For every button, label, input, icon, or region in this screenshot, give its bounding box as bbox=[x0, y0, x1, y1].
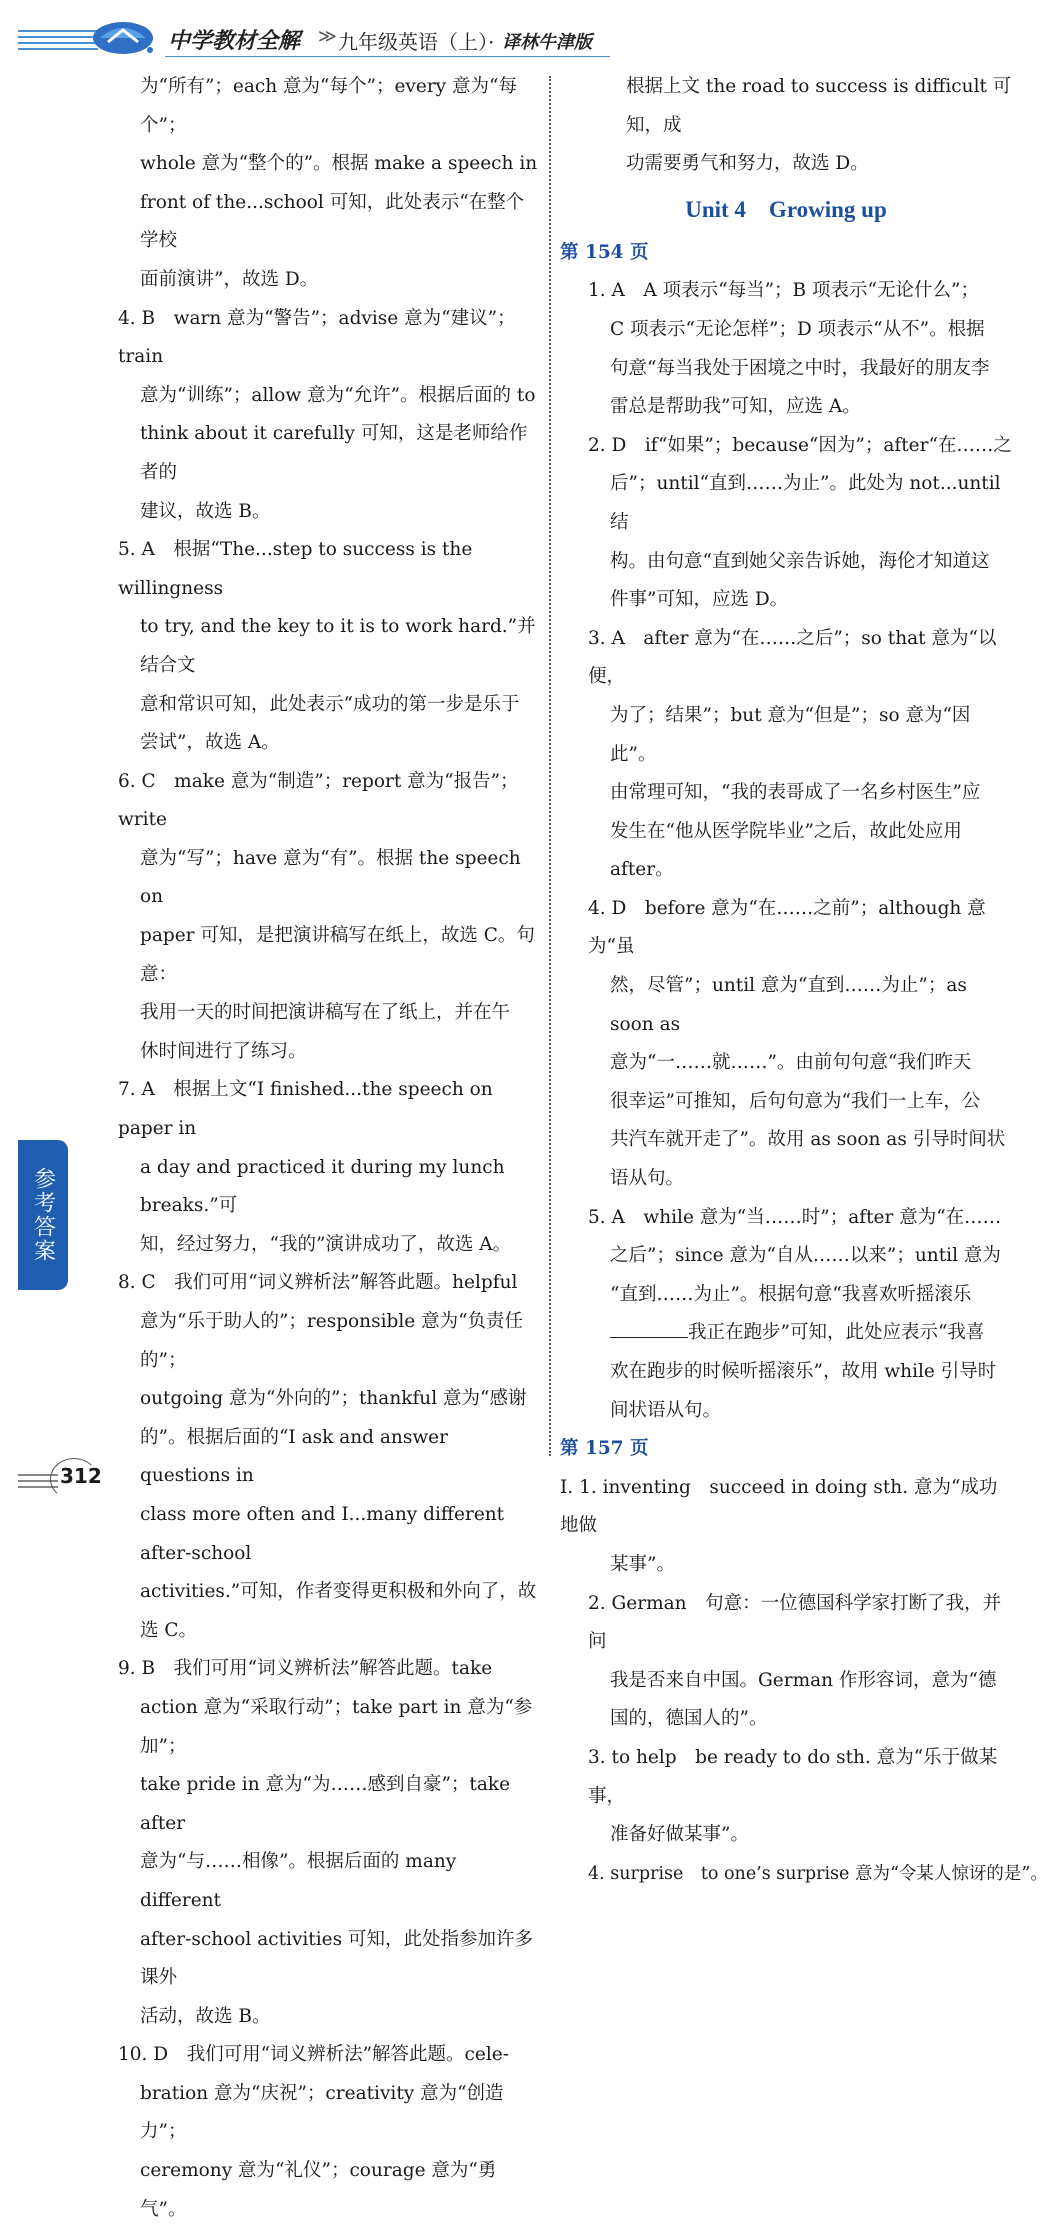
answer-item-s4: 4. surprise to one’s surprise 意为“令某人惊讶的是”。 bbox=[588, 1863, 1048, 1884]
answer-item-4: 4. B warn 意为“警告”；advise 意为“建议”；train 意为“训练”；allow 意为“允许”。根据后面的 to think about it carefully 可知，这是老师给作者的 建议，故选 B。 bbox=[118, 307, 536, 522]
answer-item-8: 8. C 我们可用“词义辨析法”解答此题。helpful 意为“乐于助人的”；responsible 意为“负责任的”； outgoing 意为“外向的”；thankful 意为“感谢 的”。根据后面的“I ask and answer questions in class more often and I...many different after-school activities.”可知，作者变得更积极和外向了，故 选 C。 bbox=[118, 1272, 537, 1641]
left-column bbox=[118, 68, 538, 2229]
answer-item-r4: 4. D before 意为“在……之前”；although 意为“虽 然，尽管”；until 意为“直到……为止”；as soon as 意为“一……就……”。由前句句意“我们昨天 很幸运”可推知，后句句意为“我们一上车，公 共汽车就开走了”。故用 as soon as 引导时间状 语从句。 bbox=[588, 897, 1006, 1190]
answer-item-r3: 3. A after 意为“在……之后”；so that 意为“以便， 为了；结果”；but 意为“但是”；so 意为“因此”。 由常理可知，“我的表哥成了一名乡村医生”应 发生在“他从医学院毕业”之后，故此处应用 after。 bbox=[588, 627, 997, 881]
answer-continuation: 根据上文 the road to success is difficult 可知，成 功需要勇气和努力，故选 D。 bbox=[626, 76, 1012, 175]
book-edition: 译林牛津版 bbox=[502, 32, 592, 53]
column-divider bbox=[549, 76, 551, 1456]
page-reference-157: 第 157 页 bbox=[560, 1438, 649, 1460]
answer-item-s1: Ⅰ. 1. inventing succeed in doing sth. 意为“成功地做 某事”。 bbox=[560, 1476, 998, 1575]
answer-blank bbox=[610, 1315, 688, 1338]
answer-item-7: 7. A 根据上文“I finished...the speech on paper in a day and practiced it during my lunch breaks.”可 知，经过努力，“我的”演讲成功了，故选 A。 bbox=[118, 1079, 512, 1255]
book-title: 中学教材全解 bbox=[168, 28, 301, 54]
header-decor-lines bbox=[18, 30, 98, 54]
book-subtitle: 九年级英语（上）· bbox=[338, 30, 495, 54]
answer-item-6: 6. C make 意为“制造”；report 意为“报告”；write 意为“写”；have 意为“有”。根据 the speech on paper 可知，是把演讲稿写在纸上，故选 C。句意： 我用一天的时间把演讲稿写在了纸上，并在午 休时间进行了练习。 bbox=[118, 770, 535, 1062]
answer-item-10: 10. D 我们可用“词义辨析法”解答此题。cele- bration 意为“庆祝”；creativity 意为“创造力”； ceremony 意为“礼仪”；courage 意为“勇气”。 bbox=[118, 2044, 509, 2220]
header-rule bbox=[165, 56, 610, 57]
answer-item-r1: 1. A A 项表示“每当”；B 项表示“无论什么”； C 项表示“无论怎样”；D 项表示“从不”。根据 句意“每当我处于困境之中时，我最好的朋友李 雷总是帮助我”可知，应选 A。 bbox=[588, 280, 990, 418]
answer-item-r2: 2. D if“如果”；because“因为”；after“在……之 后”；until“直到……为止”。此处为 not...until 结 构。由句意“直到她父亲告诉她，海伦才知道这 件事”可知，应选 D。 bbox=[588, 434, 1012, 611]
answer-item-5: 5. A 根据“The...step to success is the willingness to try, and the key to it is to work hard.”并结合文 意和常识可知，此处表示“成功的第一步是乐于 尝试”，故选 A。 bbox=[118, 539, 536, 754]
answer-item-r5: 5. A while 意为“当……时”；after 意为“在…… 之后”；since 意为“自从……以来”；until 意为 “直到……为止”。根据句意“我喜欢听摇滚乐 我正在跑步”可知，此处应表示“我喜 欢在跑步的时候听摇滚乐”，故用 while 引导时 间状语从句。 bbox=[588, 1206, 1002, 1421]
page-header bbox=[0, 0, 1053, 70]
unit-title: Unit 4 Growing up bbox=[685, 196, 887, 222]
answer-continuation: 为“所有”；each 意为“每个”；every 意为“每个”； whole 意为“整个的”。根据 make a speech in front of the...school 可知，此处表示“在整个学校 面前演讲”，故选 D。 bbox=[140, 76, 538, 290]
page-reference-154: 第 154 页 bbox=[560, 241, 649, 263]
answer-item-s3: 3. to help be ready to do sth. 意为“乐于做某事， 准备好做某事”。 bbox=[588, 1746, 998, 1846]
side-tab-answers: 参考答案 bbox=[18, 1140, 68, 1290]
book-logo-icon bbox=[88, 12, 158, 58]
page-number: 312 bbox=[60, 1464, 102, 1488]
answer-item-s2: 2. German 句意：一位德国科学家打断了我，并问 我是否来自中国。German 作形容词，意为“德 国的，德国人的”。 bbox=[588, 1592, 1002, 1730]
answer-item-9: 9. B 我们可用“词义辨析法”解答此题。take action 意为“采取行动”；take part in 意为“参加”； take pride in 意为“为……感到自豪”；take after 意为“与……相像”。根据后面的 many different after-school activities 可知，此处指参加许多课外 活动，故选 B。 bbox=[118, 1658, 533, 2027]
header-arrow: ≫ bbox=[318, 26, 337, 47]
right-column bbox=[560, 68, 1048, 1893]
